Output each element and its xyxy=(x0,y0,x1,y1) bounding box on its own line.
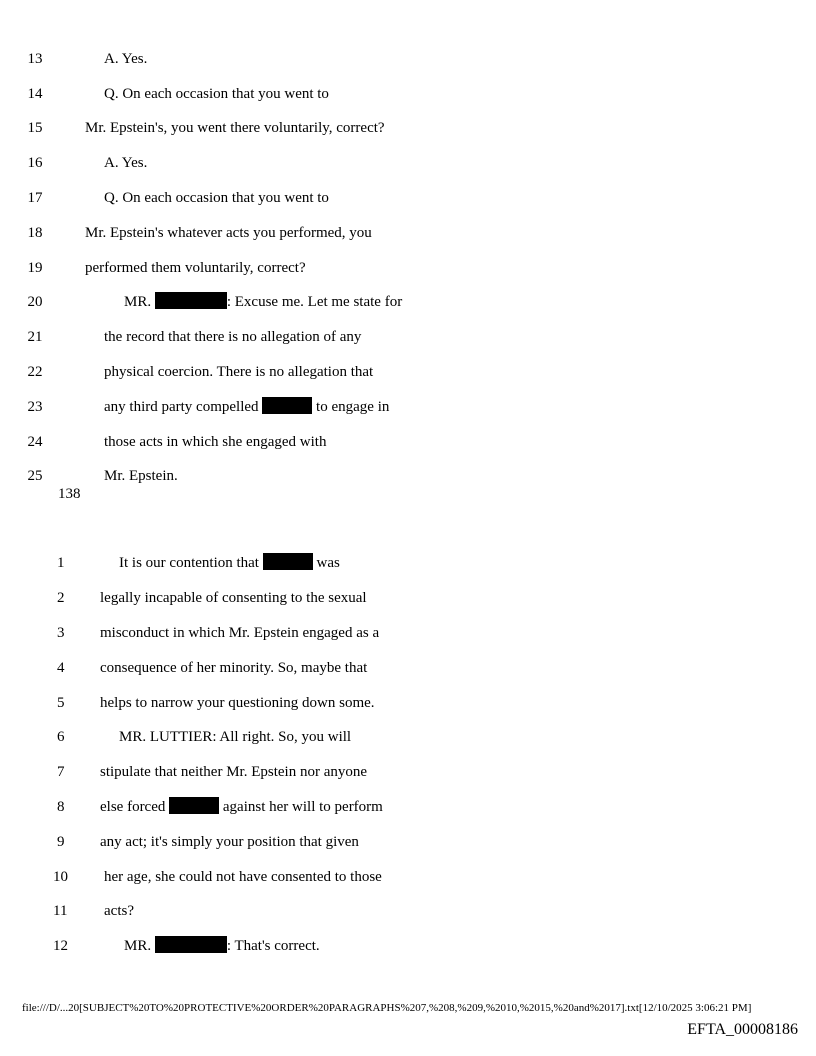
redaction-box xyxy=(155,292,227,309)
line-text: A. Yes. xyxy=(104,51,148,67)
line-text: consequence of her minority. So, maybe that xyxy=(100,660,368,676)
line-text xyxy=(124,936,320,956)
line-number: 10 xyxy=(53,869,68,885)
line-number: 12 xyxy=(53,938,68,954)
line-number: 7 xyxy=(57,764,65,780)
line-text: stipulate that neither Mr. Epstein nor anyone xyxy=(100,764,368,780)
line-number: 23 xyxy=(27,399,43,415)
line-number: 25 xyxy=(27,468,43,484)
line-number: 20 xyxy=(27,294,43,310)
line-text: the record that there is no allegation of any xyxy=(104,329,362,345)
redaction-box xyxy=(169,797,219,814)
line-number: 16 xyxy=(27,155,43,171)
line-text xyxy=(100,797,383,817)
speaker-prefix: MR. xyxy=(124,938,155,954)
line-number: 18 xyxy=(27,225,43,241)
line-text: Q. On each occasion that you went to xyxy=(104,190,329,206)
speaker-prefix: MR. xyxy=(124,294,155,310)
line-number: 3 xyxy=(57,625,65,641)
line-number: 11 xyxy=(53,903,68,919)
line-text-rest: against her will to perform xyxy=(219,799,383,815)
line-text: Mr. Epstein's, you went there voluntarily, correct? xyxy=(85,120,385,136)
line-text-rest: to engage in xyxy=(312,399,390,415)
line-number: 4 xyxy=(57,660,65,676)
line-text-rest: : Excuse me. Let me state for xyxy=(226,294,403,310)
line-number: 1 xyxy=(57,555,65,571)
file-path-footer: file:///D/...20[SUBJECT%20TO%20PROTECTIVE%20ORDER%20PARAGRAPHS%207,%208,%209,%2010,%2015,%20and%2017].txt[12/10/2025 3:06:21 PM] xyxy=(22,1002,752,1014)
line-number: 13 xyxy=(27,51,43,67)
line-text-start: any third party compelled xyxy=(104,399,263,415)
line-text: physical coercion. There is no allegation that xyxy=(104,364,374,380)
line-text: performed them voluntarily, correct? xyxy=(85,260,306,276)
line-text-rest: : That's correct. xyxy=(226,938,320,954)
line-number: 9 xyxy=(57,834,65,850)
line-number: 2 xyxy=(57,590,65,606)
line-text xyxy=(124,292,402,312)
line-number: 6 xyxy=(57,729,65,745)
line-text-rest: was xyxy=(312,555,340,571)
line-number: 14 xyxy=(27,86,43,102)
line-text: those acts in which she engaged with xyxy=(104,434,327,450)
line-number: 24 xyxy=(27,434,43,450)
line-number: 22 xyxy=(27,364,43,380)
line-text: A. Yes. xyxy=(104,155,148,171)
line-text-start: It is our contention that xyxy=(119,555,263,571)
line-text: her age, she could not have consented to those xyxy=(104,869,382,885)
line-text: misconduct in which Mr. Epstein engaged as a xyxy=(100,625,380,641)
line-text-start: else forced xyxy=(100,799,170,815)
line-text: any act; it's simply your position that given xyxy=(100,834,359,850)
line-number: 21 xyxy=(27,329,43,345)
line-number: 15 xyxy=(27,120,43,136)
line-text: legally incapable of consenting to the sexual xyxy=(100,590,367,606)
page-number: 138 xyxy=(58,486,81,502)
line-number: 5 xyxy=(57,695,65,711)
line-text: MR. LUTTIER: All right. So, you will xyxy=(119,729,352,745)
redaction-box xyxy=(263,553,313,570)
line-text: helps to narrow your questioning down some. xyxy=(100,695,375,711)
line-text: Mr. Epstein. xyxy=(104,468,178,484)
line-text: Mr. Epstein's whatever acts you performed, you xyxy=(85,225,372,241)
redaction-box xyxy=(262,397,312,414)
line-text xyxy=(104,397,389,417)
bates-number: EFTA_00008186 xyxy=(687,1021,798,1038)
line-number: 19 xyxy=(27,260,43,276)
line-number: 8 xyxy=(57,799,65,815)
line-number: 17 xyxy=(27,190,43,206)
line-text: acts? xyxy=(104,903,134,919)
line-text: Q. On each occasion that you went to xyxy=(104,86,329,102)
line-text xyxy=(119,553,340,573)
redaction-box xyxy=(155,936,227,953)
